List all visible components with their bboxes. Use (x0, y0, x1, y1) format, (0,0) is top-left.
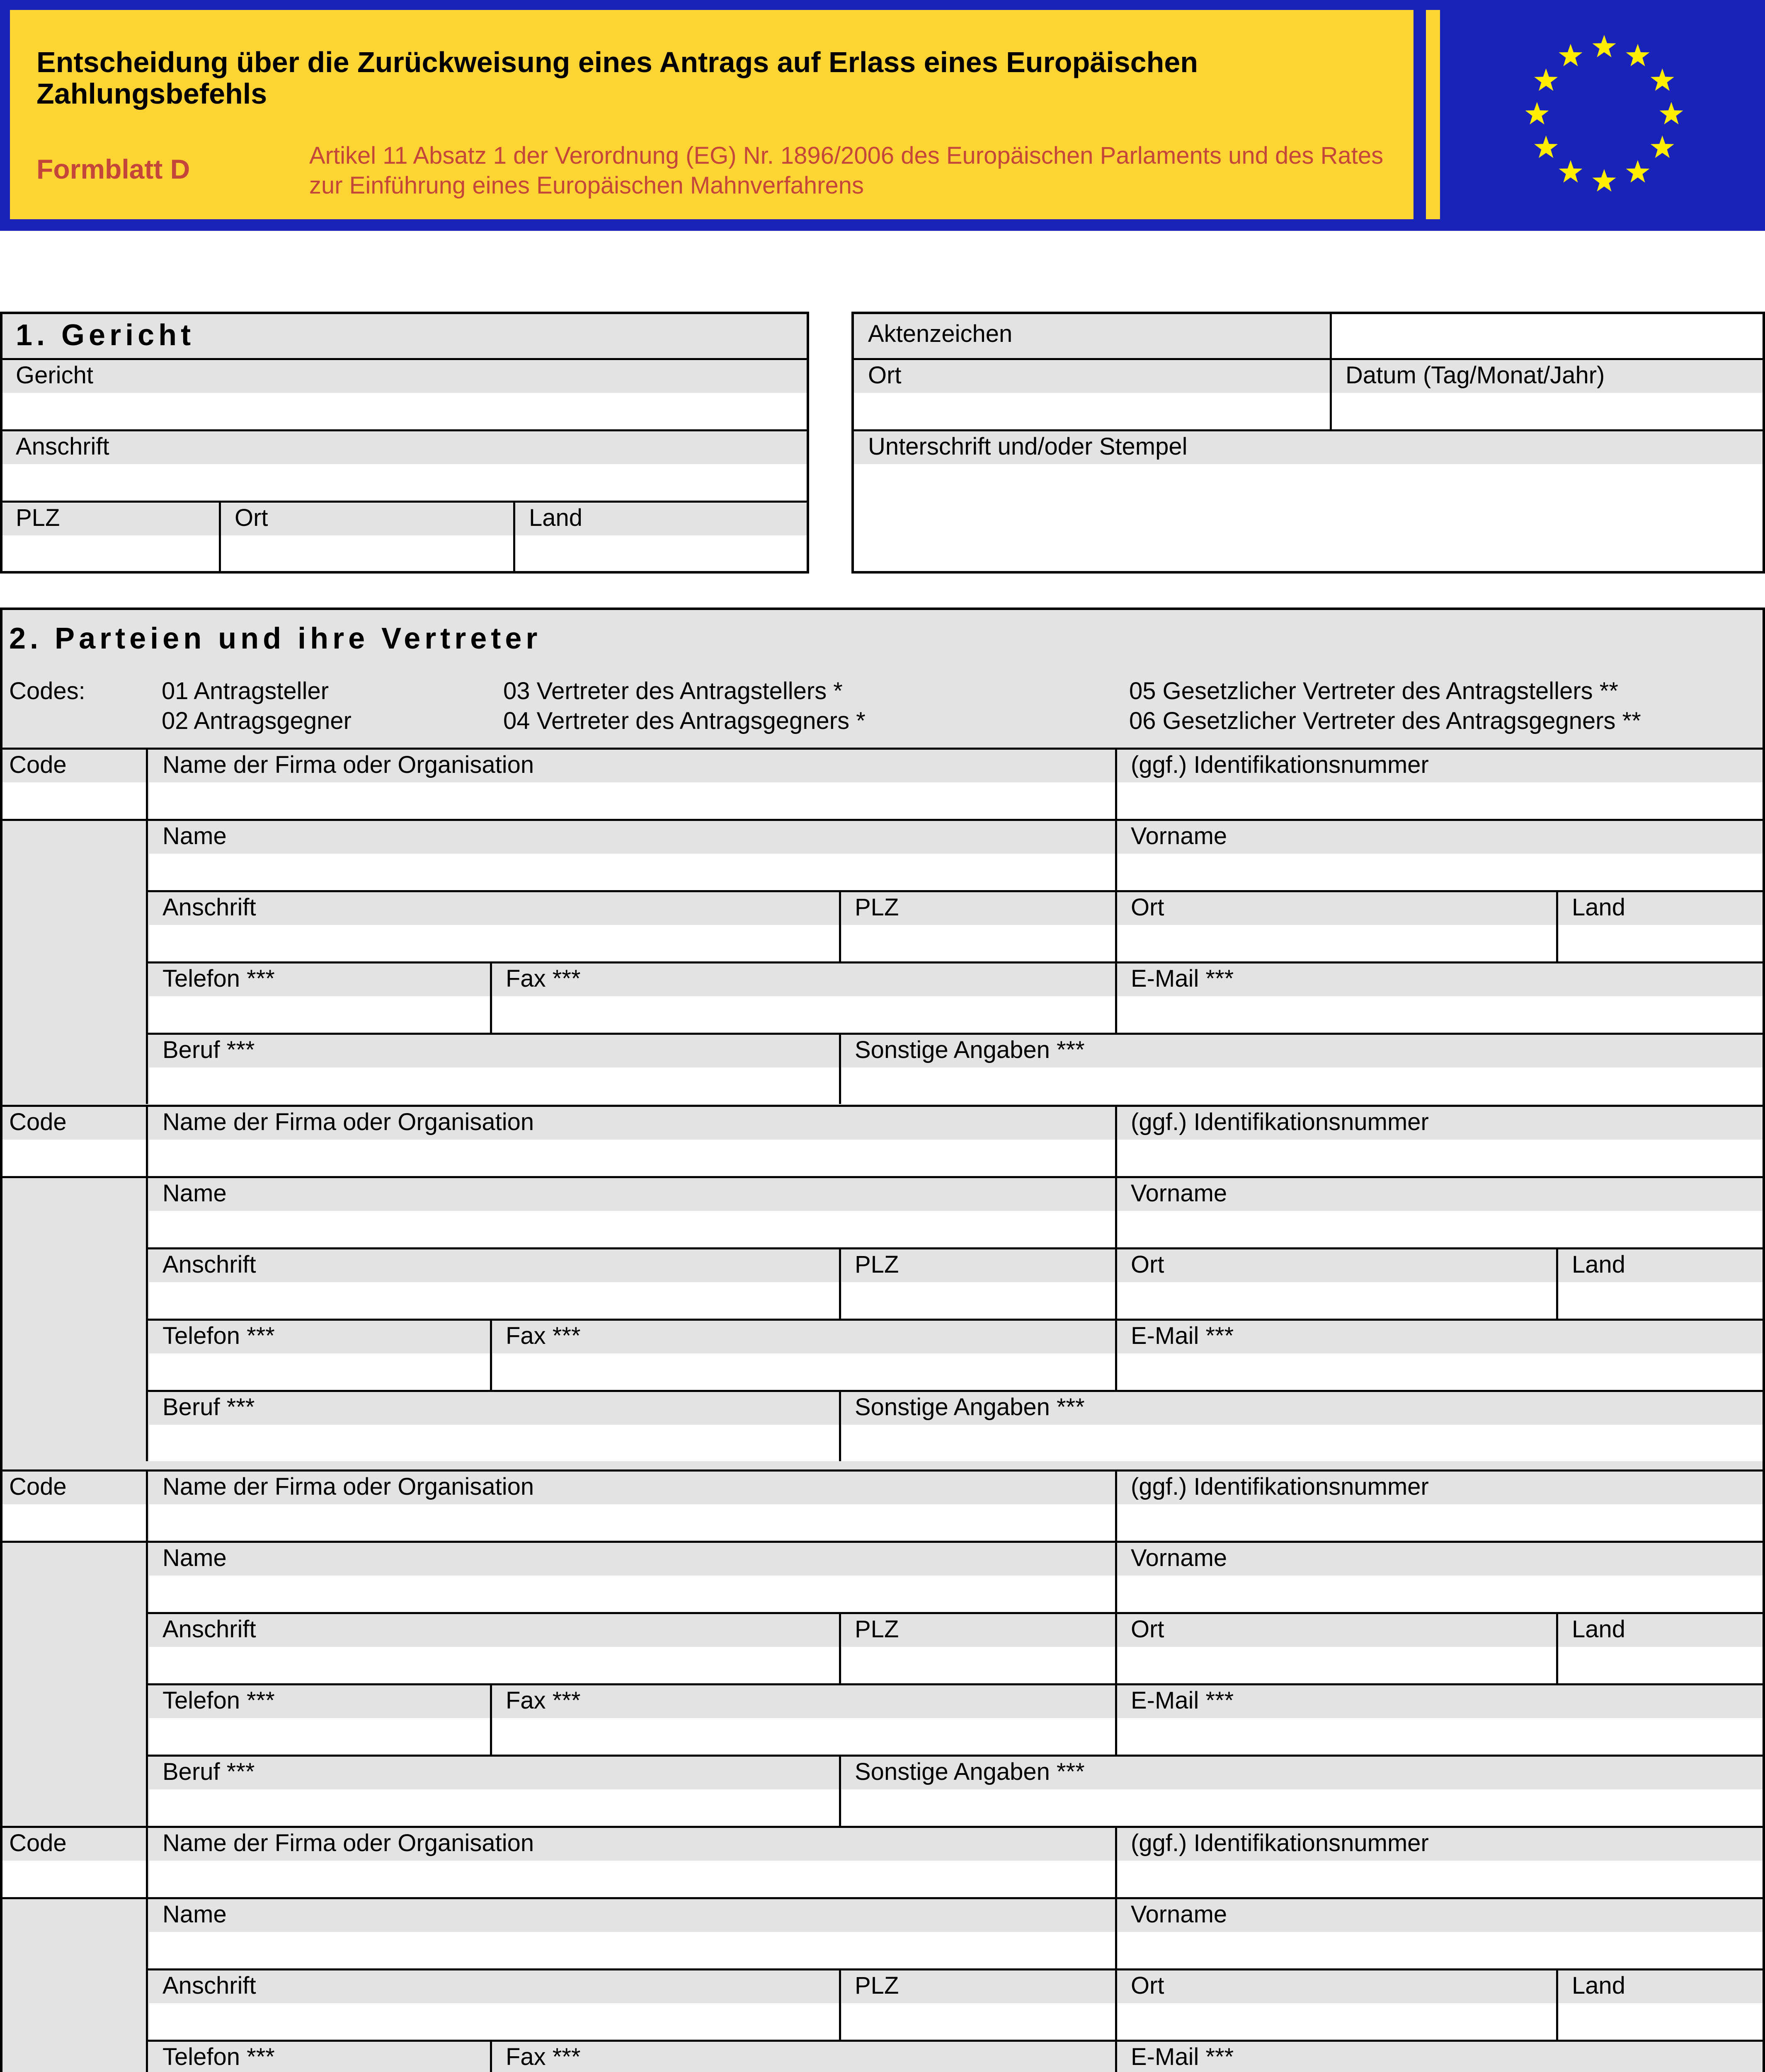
party-1-other-info-label: Sonstige Angaben *** (855, 1036, 1085, 1063)
divider (147, 1755, 1765, 1757)
divider (839, 1755, 841, 1826)
signature-area[interactable] (868, 466, 1751, 569)
court-plz-label: PLZ (16, 504, 60, 531)
party-3-code-field[interactable] (9, 1506, 138, 1537)
party-1-city-label: Ort (1131, 894, 1164, 921)
party-2-occupation-field[interactable] (162, 1426, 826, 1458)
court-plz-field[interactable] (16, 537, 206, 570)
label-stripe (492, 1321, 1115, 1353)
party-2-firstname-field[interactable] (1131, 1213, 1749, 1244)
party-3-code-label: Code (9, 1473, 67, 1500)
divider (1115, 748, 1117, 819)
party-2-fax-field[interactable] (506, 1355, 1102, 1387)
party-4-firstname-field[interactable] (1131, 1934, 1749, 1965)
party-1-code-label: Code (9, 751, 67, 778)
party-3-name-field[interactable] (162, 1577, 1102, 1609)
divider (1115, 2040, 1117, 2072)
divider (146, 1105, 148, 1461)
divider (1115, 1897, 1117, 1968)
party-2-plz-field[interactable] (855, 1284, 1102, 1315)
party-3-name-label: Name (162, 1544, 227, 1571)
divider (147, 1247, 1765, 1249)
divider (1115, 1105, 1117, 1176)
divider (147, 1683, 1765, 1685)
party-4-city-label: Ort (1131, 1972, 1164, 1999)
party-1-other-info-field[interactable] (855, 1069, 1749, 1101)
party-2-address-field[interactable] (162, 1284, 826, 1315)
divider (146, 1469, 148, 1826)
party-1-firm-field[interactable] (162, 784, 1102, 816)
party-1-country-field[interactable] (1572, 927, 1749, 958)
label-stripe (1118, 1615, 1556, 1647)
divider (839, 1968, 841, 2040)
party-3-address-field[interactable] (162, 1648, 826, 1680)
party-2-city-label: Ort (1131, 1251, 1164, 1278)
party-1-plz-field[interactable] (855, 927, 1102, 958)
party-2-firm-field[interactable] (162, 1141, 1102, 1173)
label-stripe (1118, 893, 1556, 925)
divider (1330, 358, 1332, 429)
signature-label: Unterschrift und/oder Stempel (868, 433, 1188, 460)
party-4-firstname-label: Vorname (1131, 1901, 1227, 1928)
party-2-occupation-label: Beruf *** (162, 1394, 255, 1421)
party-2-plz-label: PLZ (855, 1251, 899, 1278)
party-2-name-field[interactable] (162, 1213, 1102, 1244)
party-4-firm-field[interactable] (162, 1862, 1102, 1894)
party-4-plz-label: PLZ (855, 1972, 899, 1999)
party-4-firm-label: Name der Firma oder Organisation (162, 1830, 534, 1857)
label-stripe (2, 432, 807, 464)
party-2-country-field[interactable] (1572, 1284, 1749, 1315)
divider (1556, 890, 1558, 961)
divider (0, 358, 809, 360)
divider (146, 1826, 148, 2072)
divider (1115, 819, 1117, 890)
party-2-id-field[interactable] (1131, 1141, 1749, 1173)
divider (147, 961, 1765, 963)
party-1-firstname-field[interactable] (1131, 855, 1749, 887)
divider (147, 1390, 1765, 1392)
divider (147, 1612, 1765, 1614)
party-2-firstname-label: Vorname (1131, 1180, 1227, 1207)
party-1-phone-label: Telefon *** (162, 965, 275, 992)
divider (147, 1897, 1765, 1899)
parties-heading: 2. Parteien und ihre Vertreter (9, 622, 542, 655)
legal-reference: Artikel 11 Absatz 1 der Verordnung (EG) Nr. 1896/2006 des Europäischen Parlaments und des Rates zur Einführung eines Europäischen Mahnverfahrens (309, 142, 1384, 199)
party-1-email-label: E-Mail *** (1131, 965, 1234, 992)
court-name-field[interactable] (16, 395, 795, 428)
divider (147, 1176, 1765, 1178)
party-2-id-label: (ggf.) Identifikationsnummer (1131, 1109, 1429, 1135)
party-3-country-field[interactable] (1572, 1648, 1749, 1680)
divider (1115, 1541, 1117, 1612)
code-03: 03 Vertreter des Antragstellers * (503, 678, 843, 704)
divider (0, 429, 809, 431)
party-1-city-field[interactable] (1131, 927, 1543, 958)
court-heading: 1. Gericht (16, 319, 195, 352)
decision-date-field[interactable] (1346, 395, 1752, 428)
divider (490, 2040, 492, 2072)
file-number-field[interactable] (1343, 319, 1749, 352)
label-stripe (2, 361, 807, 393)
divider (1556, 1612, 1558, 1683)
divider (1556, 1247, 1558, 1319)
party-1-address-label: Anschrift (162, 894, 256, 921)
label-stripe (2, 503, 807, 535)
divider (1115, 1469, 1117, 1541)
divider (147, 1033, 1765, 1035)
label-stripe (492, 964, 1115, 996)
party-4-plz-field[interactable] (855, 2005, 1102, 2036)
file-number-label: Aktenzeichen (868, 320, 1013, 347)
party-1-country-label: Land (1572, 894, 1626, 921)
party-2-name-label: Name (162, 1180, 227, 1207)
party-4-country-label: Land (1572, 1972, 1626, 1999)
label-stripe (1118, 1250, 1556, 1282)
party-4-city-field[interactable] (1131, 2005, 1543, 2036)
label-stripe (1118, 1971, 1556, 2003)
party-1-name-field[interactable] (162, 855, 1102, 887)
party-3-phone-label: Telefon *** (162, 1687, 275, 1714)
party-3-fax-field[interactable] (506, 1720, 1102, 1751)
party-1-plz-label: PLZ (855, 894, 899, 921)
header-divider-stripe (1426, 10, 1440, 219)
label-stripe (149, 821, 1115, 854)
decision-date-label: Datum (Tag/Monat/Jahr) (1346, 362, 1605, 389)
party-4-address-label: Anschrift (162, 1972, 256, 1999)
divider (839, 1033, 841, 1104)
party-1-occupation-label: Beruf *** (162, 1036, 255, 1063)
party-1-id-label: (ggf.) Identifikationsnummer (1131, 751, 1429, 778)
party-1-code-field[interactable] (9, 784, 138, 816)
party-3-plz-label: PLZ (855, 1616, 899, 1643)
party-3-address-label: Anschrift (162, 1616, 256, 1643)
party-4-name-label: Name (162, 1901, 227, 1928)
label-stripe (492, 2042, 1115, 2072)
divider (839, 890, 841, 961)
divider (219, 501, 221, 574)
divider (0, 1176, 147, 1178)
label-stripe (149, 1179, 1115, 1211)
divider (0, 1826, 1765, 1828)
divider (0, 1541, 147, 1543)
party-4-id-label: (ggf.) Identifikationsnummer (1131, 1830, 1429, 1857)
divider (851, 429, 1765, 431)
party-4-code-field[interactable] (9, 1862, 138, 1894)
party-4-name-field[interactable] (162, 1934, 1102, 1965)
code-05: 05 Gesetzlicher Vertreter des Antragstellers ** (1129, 678, 1618, 704)
party-2-email-field[interactable] (1131, 1355, 1749, 1387)
party-2-firm-label: Name der Firma oder Organisation (162, 1109, 534, 1135)
party-2-address-label: Anschrift (162, 1251, 256, 1278)
court-city-field[interactable] (235, 537, 500, 570)
court-address-field[interactable] (16, 466, 795, 499)
party-4-email-label: E-Mail *** (1131, 2043, 1234, 2070)
party-2-other-info-field[interactable] (855, 1426, 1749, 1458)
divider (490, 1683, 492, 1755)
divider (147, 2040, 1765, 2042)
divider (0, 748, 1765, 750)
party-4-address-field[interactable] (162, 2005, 826, 2036)
divider (1115, 1968, 1117, 2040)
party-2-email-label: E-Mail *** (1131, 1322, 1234, 1349)
divider (1115, 961, 1117, 1033)
party-2-city-field[interactable] (1131, 1284, 1543, 1315)
party-3-firm-label: Name der Firma oder Organisation (162, 1473, 534, 1500)
party-3-firstname-field[interactable] (1131, 1577, 1749, 1609)
divider (1115, 1612, 1117, 1683)
party-1-id-field[interactable] (1131, 784, 1749, 816)
divider (0, 501, 809, 503)
party-2-other-info-label: Sonstige Angaben *** (855, 1394, 1085, 1421)
party-2-code-label: Code (9, 1109, 67, 1135)
divider (490, 961, 492, 1033)
party-3-other-info-label: Sonstige Angaben *** (855, 1758, 1085, 1785)
party-3-fax-label: Fax *** (506, 1687, 581, 1714)
decision-place-label: Ort (868, 362, 902, 389)
label-stripe (149, 1543, 1115, 1576)
divider (0, 819, 147, 821)
court-address-label: Anschrift (16, 433, 109, 460)
divider (146, 748, 148, 1104)
party-3-phone-field[interactable] (162, 1720, 477, 1751)
divider (839, 1612, 841, 1683)
party-1-occupation-field[interactable] (162, 1069, 826, 1101)
divider (147, 890, 1765, 892)
court-country-label: Land (529, 504, 583, 531)
party-4-fax-label: Fax *** (506, 2043, 581, 2070)
code-06: 06 Gesetzlicher Vertreter des Antragsgegners ** (1129, 707, 1641, 734)
party-1-phone-field[interactable] (162, 998, 477, 1029)
court-country-field[interactable] (529, 537, 794, 570)
party-3-occupation-label: Beruf *** (162, 1758, 255, 1785)
party-3-firm-field[interactable] (162, 1506, 1102, 1537)
divider (1115, 1176, 1117, 1247)
party-3-country-label: Land (1572, 1616, 1626, 1643)
party-1-name-label: Name (162, 823, 227, 850)
party-1-address-field[interactable] (162, 927, 826, 958)
divider (1115, 1683, 1117, 1755)
party-3-city-label: Ort (1131, 1616, 1164, 1643)
party-1-email-field[interactable] (1131, 998, 1749, 1029)
form-number: Formblatt D (36, 154, 190, 184)
party-1-fax-field[interactable] (506, 998, 1102, 1029)
party-3-id-field[interactable] (1131, 1506, 1749, 1537)
party-3-occupation-field[interactable] (162, 1791, 826, 1823)
eu-flag-icon (1454, 10, 1754, 219)
decision-place-field[interactable] (868, 395, 1316, 428)
party-1-firstname-label: Vorname (1131, 823, 1227, 850)
divider (147, 1319, 1765, 1321)
divider (513, 501, 515, 574)
party-4-code-label: Code (9, 1830, 67, 1857)
party-1-fax-label: Fax *** (506, 965, 581, 992)
codes-label: Codes: (9, 678, 85, 704)
divider (851, 358, 1765, 360)
party-2-code-field[interactable] (9, 1141, 138, 1173)
divider (839, 1247, 841, 1319)
divider (0, 1897, 147, 1899)
party-3-email-field[interactable] (1131, 1720, 1749, 1751)
court-name-label: Gericht (16, 362, 93, 389)
code-02: 02 Antragsgegner (162, 707, 352, 734)
divider (147, 1968, 1765, 1970)
party-3-other-info-field[interactable] (855, 1791, 1749, 1823)
party-4-country-field[interactable] (1572, 2005, 1749, 2036)
divider (1556, 1968, 1558, 2040)
party-3-plz-field[interactable] (855, 1648, 1102, 1680)
divider (490, 1319, 492, 1390)
party-2-country-label: Land (1572, 1251, 1626, 1278)
label-stripe (492, 1686, 1115, 1718)
party-4-id-field[interactable] (1131, 1862, 1749, 1894)
divider (1115, 890, 1117, 961)
divider (1115, 1319, 1117, 1390)
code-04: 04 Vertreter des Antragsgegners * (503, 707, 866, 734)
label-stripe (854, 361, 1763, 393)
divider (147, 819, 1765, 821)
label-stripe (149, 1900, 1115, 1932)
party-2-fax-label: Fax *** (506, 1322, 581, 1349)
court-city-label: Ort (235, 504, 268, 531)
divider (1115, 1826, 1117, 1897)
party-3-email-label: E-Mail *** (1131, 1687, 1234, 1714)
divider (0, 1469, 1765, 1472)
party-3-city-field[interactable] (1131, 1648, 1543, 1680)
party-4-phone-label: Telefon *** (162, 2043, 275, 2070)
code-01: 01 Antragsteller (162, 678, 329, 704)
divider (0, 1105, 1765, 1107)
divider (147, 1541, 1765, 1543)
party-2-phone-label: Telefon *** (162, 1322, 275, 1349)
divider (839, 1390, 841, 1461)
divider (1115, 1247, 1117, 1319)
party-2-phone-field[interactable] (162, 1355, 477, 1387)
form-title: Entscheidung über die Zurückweisung eines Antrags auf Erlass eines Europäischen Zahlungsbefehls (36, 46, 1198, 110)
party-3-firstname-label: Vorname (1131, 1544, 1227, 1571)
party-3-id-label: (ggf.) Identifikationsnummer (1131, 1473, 1429, 1500)
party-1-firm-label: Name der Firma oder Organisation (162, 751, 534, 778)
